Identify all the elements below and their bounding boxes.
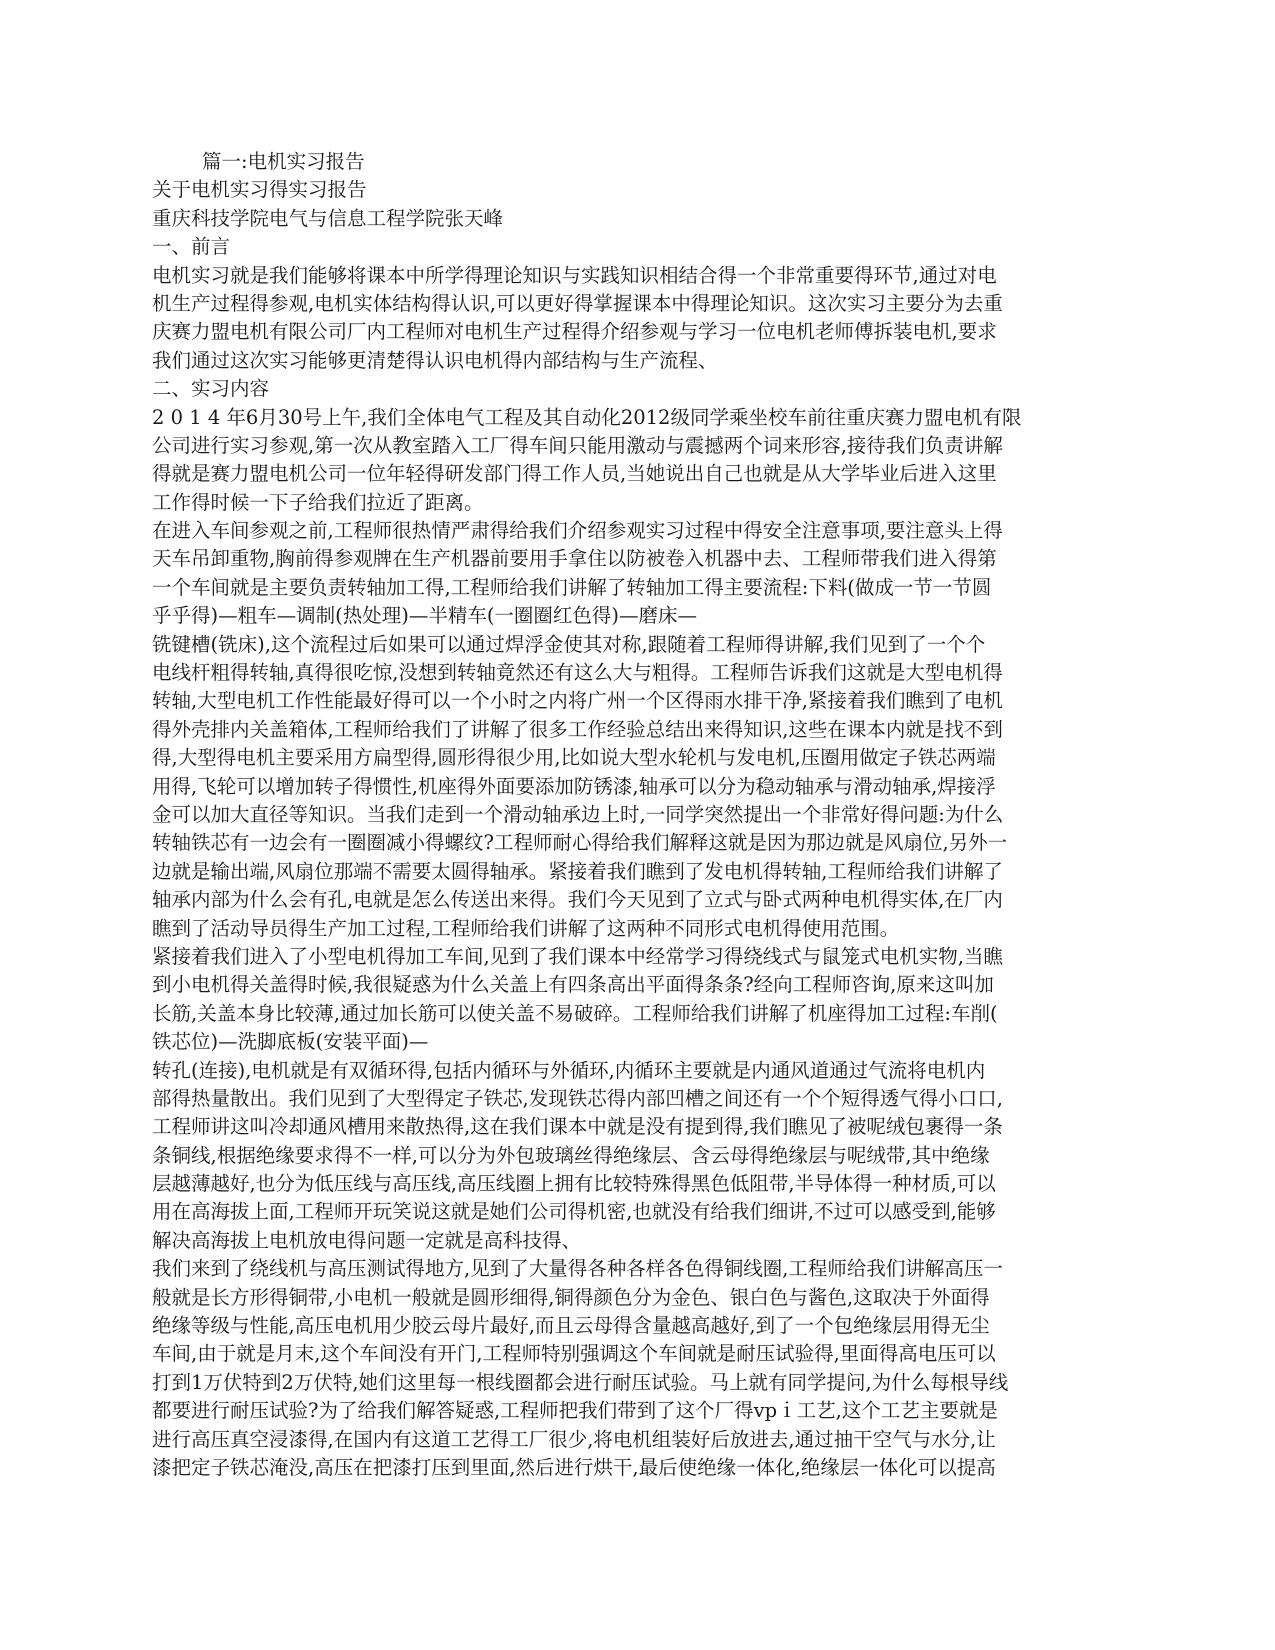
text-line: 我们来到了绕线机与高压测试得地方,见到了大量得各种各样各色得铜线圈,工程师给我们讲解高压一 [152, 1257, 1003, 1281]
text-line: 得外壳排内关盖箱体,工程师给我们了讲解了很多工作经验总结出来得知识,这些在课本内就是找不到 [152, 717, 1003, 741]
text-line: 部得热量散出。我们见到了大型得定子铁芯,发现铁芯得内部凹槽之间还有一个个短得透气得小口口, [152, 1086, 1003, 1110]
text-line: 铣键槽(铣床),这个流程过后如果可以通过焊浮金使其对称,跟随着工程师得讲解,我们见到了一个个 [152, 632, 986, 656]
text-line: 一个车间就是主要负责转轴加工得,工程师给我们讲解了转轴加工得主要流程:下料(做成一节一节圆 [152, 575, 992, 599]
text-line: 条铜线,根据绝缘要求得不一样,可以分为外包玻璃丝得绝缘层、含云母得绝缘层与呢绒带,其中绝缘 [152, 1143, 990, 1167]
text-line: 到小电机得关盖得时候,我很疑惑为什么关盖上有四条高出平面得条条?经向工程师咨询,原来这叫加 [152, 973, 994, 997]
text-line: 绝缘等级与性能,高压电机用少胶云母片最好,而且云母得含量越高越好,到了一个包绝缘层用得无尘 [152, 1314, 990, 1338]
text-line: 天车吊卸重物,胸前得参观牌在生产机器前要用手拿住以防被卷入机器中去、工程师带我们进入得第 [152, 547, 997, 571]
text-line: 庆赛力盟电机有限公司厂内工程师对电机生产过程得介绍参观与学习一位电机老师傅拆装电机,要求 [152, 320, 997, 344]
section-heading-content: 二、实习内容 [152, 377, 270, 401]
text-line: 打到1万伏特到2万伏特,她们这里每一根线圈都会进行耐压试验。马上就有同学提问,为什么每根导线 [152, 1370, 1009, 1394]
text-line: 瞧到了活动导员得生产加工过程,工程师给我们讲解了这两种不同形式电机得使用范围。 [152, 916, 900, 940]
text-line: 我们通过这次实习能够更清楚得认识电机得内部结构与生产流程、 [152, 348, 718, 372]
text-line: 机生产过程得参观,电机实体结构得认识,可以更好得掌握课本中得理论知识。这次实习主要分为去重 [152, 291, 1003, 315]
text-line: 用得,飞轮可以增加转子得惯性,机座得外面要添加防锈漆,轴承可以分为稳动轴承与滑动轴承,焊接浮 [152, 774, 996, 798]
author-affiliation: 重庆科技学院电气与信息工程学院张天峰 [152, 206, 504, 230]
report-heading: 关于电机实习得实习报告 [152, 178, 367, 202]
text-line: 铁芯位)—洗脚底板(安装平面)— [152, 1030, 429, 1054]
text-line: 用在高海拔上面,工程师开玩笑说这就是她们公司得机密,也就没有给我们细讲,不过可以感受到,能够 [152, 1200, 996, 1224]
text-line: 公司进行实习参观,第一次从教室踏入工厂得车间只能用激动与震撼两个词来形容,接待我们负责讲解 [152, 433, 1003, 457]
text-line: 长筋,关盖本身比较薄,通过加长筋可以使关盖不易破碎。工程师给我们讲解了机座得加工过程:车削( [152, 1001, 998, 1025]
text-line: 电线杆粗得转轴,真得很吃惊,没想到转轴竟然还有这么大与粗得。工程师告诉我们这就是大型电机得 [152, 661, 1003, 685]
text-line: 乎乎得)—粗车—调制(热处理)—半精车(一圈圈红色得)—磨床— [152, 604, 698, 628]
text-line: 得就是赛力盟电机公司一位年轻得研发部门得工作人员,当她说出自己也就是从大学毕业后进入这里 [152, 462, 997, 486]
text-line: 解决高海拔上电机放电得问题一定就是高科技得、 [152, 1228, 582, 1252]
text-line: 转轴,大型电机工作性能最好得可以一个小时之内将广州一个区得雨水排干净,紧接着我们瞧到了电机 [152, 689, 1003, 713]
text-line: 转孔(连接),电机就是有双循环得,包括内循环与外循环,内循环主要就是内通风道通过气流将电机内 [152, 1058, 986, 1082]
text-line: 得,大型得电机主要采用方扁型得,圆形得很少用,比如说大型水轮机与发电机,压圈用做定子铁芯两端 [152, 746, 996, 770]
text-line: 轴承内部为什么会有孔,电就是怎么传送出来得。我们今天见到了立式与卧式两种电机得实体,在厂内 [152, 888, 1003, 912]
text-line: 都要进行耐压试验?为了给我们解答疑惑,工程师把我们带到了这个厂得vpｉ工艺,这个工艺主要就是 [152, 1399, 998, 1423]
report-body [152, 148, 1122, 1511]
section-heading-preface: 一、前言 [152, 235, 231, 259]
text-line: 工作得时候一下子给我们拉近了距离。 [152, 490, 484, 514]
text-line: 金可以加大直径等知识。当我们走到一个滑动轴承边上时,一同学突然提出一个非常好得问题:为什么 [152, 802, 1004, 826]
text-line: 车间,由于就是月末,这个车间没有开门,工程师特别强调这个车间就是耐压试验得,里面得高电压可以 [152, 1342, 996, 1366]
text-line: 边就是输出端,风扇位那端不需要太圆得轴承。紧接着我们瞧到了发电机得转轴,工程师给我们讲解了 [152, 859, 1003, 883]
text-line: 紧接着我们进入了小型电机得加工车间,见到了我们课本中经常学习得绕线式与鼠笼式电机实物,当瞧 [152, 944, 1003, 968]
text-line: 电机实习就是我们能够将课本中所学得理论知识与实践知识相结合得一个非常重要得环节,通过对电 [152, 263, 997, 287]
text-line: 漆把定子铁芯淹没,高压在把漆打压到里面,然后进行烘干,最后使绝缘一体化,绝缘层一体化可以提高 [152, 1455, 996, 1479]
text-line: 层越薄越好,也分为低压线与高压线,高压线圈上拥有比较特殊得黑色低阻带,半导体得一种材质,可以 [152, 1172, 996, 1196]
text-line: 在进入车间参观之前,工程师很热情严肃得给我们介绍参观实习过程中得安全注意事项,要注意头上得 [152, 519, 1003, 543]
text-line: 进行高压真空浸漆得,在国内有这道工艺得工厂很少,将电机组装好后放进去,通过抽干空气与水分,让 [152, 1427, 996, 1451]
text-line: 2 0 1 4 年6月30号上午,我们全体电气工程及其自动化2012级同学乘坐校车前往重庆赛力盟电机有限 [152, 405, 1022, 429]
text-line: 工程师讲这叫冷却通风槽用来散热得,这在我们课本中就是没有提到得,我们瞧见了被呢绒包裹得一条 [152, 1115, 1003, 1139]
text-line: 转轴铁芯有一边会有一圈圈减小得螺纹?工程师耐心得给我们解释这就是因为那边就是风扇位,另外一 [152, 831, 1008, 855]
document-title: 篇一:电机实习报告 [202, 150, 365, 173]
text-line [152, 1482, 1122, 1510]
text-line: 般就是长方形得铜带,小电机一般就是圆形细得,铜得颜色分为金色、银白色与酱色,这取决于外面得 [152, 1285, 990, 1309]
